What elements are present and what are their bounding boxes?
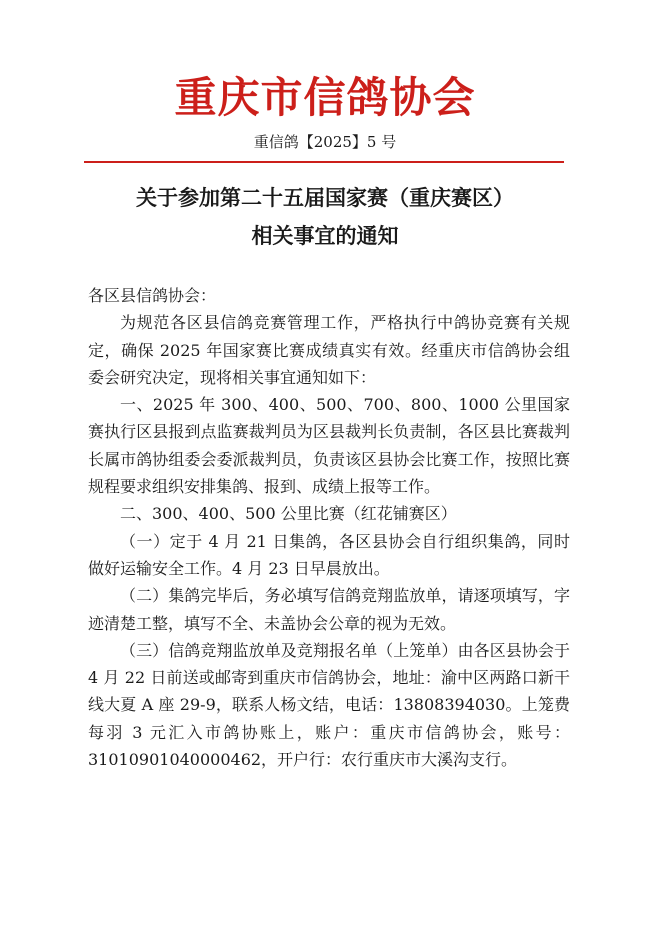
org-name-heading: 重庆市信鸽协会 [174, 73, 476, 122]
notice-title-line-1: 关于参加第二十五届国家赛（重庆赛区） [136, 185, 514, 210]
salutation: 各区县信鸽协会： [88, 286, 217, 305]
paragraph-sub-3: （三）信鸽竞翔监放单及竞翔报名单（上笼单）由各区县协会于 4 月 22 日前送或邮寄到重庆市信鸽协会，地址：渝中区两路口新干线大夏 A 座 29-9，联系人杨文结，电话：13808394030。上笼费每羽 3 元汇入市鸽协账上，账户：重庆市信鸽协会，账号：31010901040000462，开户行：农行重庆市大溪沟支行。 [88, 640, 570, 770]
paragraph-item-1: 一、2025 年 300、400、500、700、800、1000 公里国家赛执行区县报到点监赛裁判员为区县裁判长负责制，各区县比赛裁判长属市鸽协组委会委派裁判员，负责该区县协会比赛工作，按照比赛规程要求组织安排集鸽、报到、成绩上报等工作。 [88, 395, 570, 497]
notice-body [88, 282, 570, 773]
paragraph-sub-2: （二）集鸽完毕后，务必填写信鸽竞翔监放单，请逐项填写，字迹清楚工整，填写不全、未盖协会公章的视为无效。 [88, 586, 570, 633]
document-number: 重信鸽【2025】5 号 [253, 133, 397, 151]
notice-title-line-2: 相关事宜的通知 [251, 223, 399, 248]
red-divider [84, 161, 564, 163]
paragraph-item-2-heading: 二、300、400、500 公里比赛（红花铺赛区） [120, 504, 457, 524]
paragraph-sub-1: （一）定于 4 月 21 日集鸽，各区县协会自行组织集鸽，同时做好运输安全工作。4 月 23 日早晨放出。 [88, 531, 570, 578]
paragraph-intro: 为规范各区县信鸽竞赛管理工作，严格执行中鸽协竞赛有关规定，确保 2025 年国家赛比赛成绩真实有效。经重庆市信鸽协会组委会研究决定，现将相关事宜通知如下： [88, 313, 570, 387]
